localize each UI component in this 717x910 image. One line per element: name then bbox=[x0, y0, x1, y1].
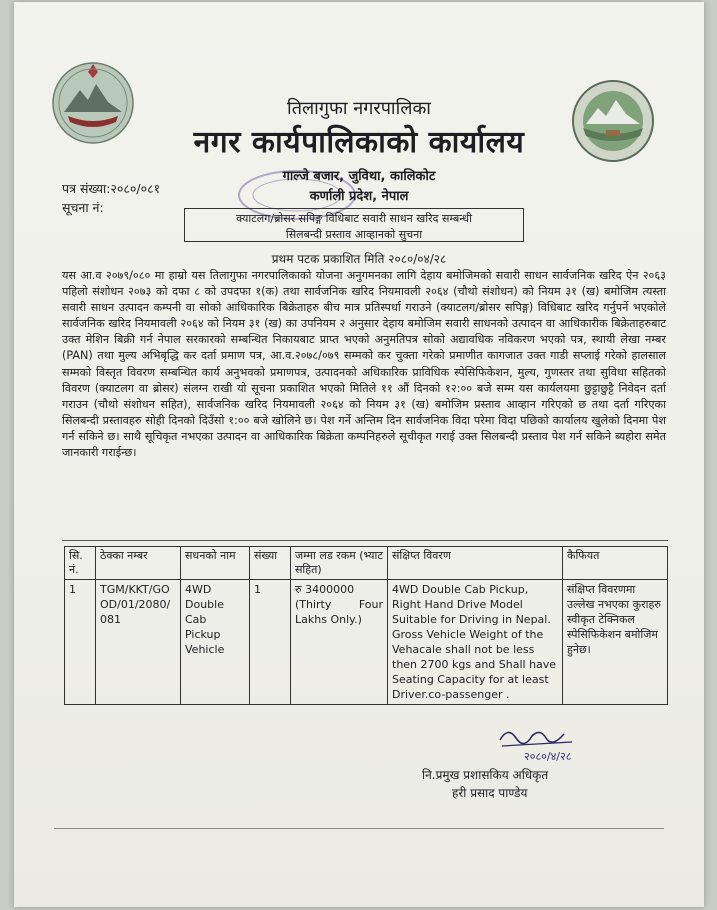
municipality-name: तिलागुफा नगरपालिका bbox=[287, 98, 431, 119]
header-qty: संख्या bbox=[250, 547, 291, 580]
subject-box bbox=[184, 208, 524, 242]
publication-date: प्रथम पटक प्रकाशित मिति २०८०/०४/२८ bbox=[271, 252, 447, 266]
cell-description: 4WD Double Cab Pickup, Right Hand Drive Model Suitable for Driving in Nepal. Gross Vehicle Weight of the Vehacale shall not be less then 2700 kgs and Shall have Seating Capacity for at least Driver.co-passenger . bbox=[388, 580, 563, 705]
cell-remarks: संक्षिप्त विवरणमा उल्लेख नभएका कुराहरु स्वीकृत टेक्निकल स्पेसिफिकेशन बमोजिम हुनेछ। bbox=[563, 580, 668, 705]
notice-number: सूचना नं: bbox=[62, 200, 104, 215]
signature-date: २०८०/४/२८ bbox=[524, 750, 572, 763]
divider-top bbox=[62, 540, 668, 541]
office-title: नगर कार्यपालिकाको कार्यालय bbox=[193, 125, 525, 160]
table-row bbox=[65, 580, 668, 705]
address-line-2: कर्णाली प्रदेश, नेपाल bbox=[309, 189, 409, 204]
amount-words: (Thirty Four Lakhs Only.) bbox=[295, 598, 383, 626]
header-contract-no: ठेक्का नम्बर bbox=[96, 547, 181, 580]
header-amount: जम्मा लड रकम (भ्याट सहित) bbox=[291, 547, 388, 580]
subject-line-2: सिलबन्दी प्रस्ताव आव्हानको सुचना bbox=[285, 228, 423, 241]
signer-title: नि.प्रमुख प्रशासकिय अधिकृत bbox=[422, 768, 549, 782]
header-description: संक्षिप्त विवरण bbox=[388, 547, 563, 580]
header-sn: सि. नं. bbox=[65, 547, 96, 580]
letter-number: पत्र संख्या:२०८०/०८१ bbox=[62, 181, 161, 196]
cell-sn: 1 bbox=[65, 580, 96, 705]
cell-contract-no: TGM/KKT/GOOD/01/2080/081 bbox=[96, 580, 181, 705]
header-remarks: कैफियत bbox=[563, 547, 668, 580]
signer-name: हरी प्रसाद पाण्डेय bbox=[452, 786, 528, 800]
header-item: सधनको नाम bbox=[181, 547, 250, 580]
notice-document bbox=[14, 2, 704, 907]
divider-bottom bbox=[54, 828, 664, 829]
cell-item: 4WD Double Cab Pickup Vehicle bbox=[181, 580, 250, 705]
subject-line-1: क्याटलग/ब्रोसर सपिङ्ग विधिबाट सवारी साधन खरिद सम्बन्धी bbox=[236, 212, 472, 225]
handwritten-signature-icon bbox=[494, 720, 584, 764]
procurement-table bbox=[64, 546, 668, 705]
table-header-row bbox=[65, 547, 668, 580]
cell-qty: 1 bbox=[250, 580, 291, 705]
amount-value: रु 3400000 bbox=[295, 583, 355, 596]
notice-body: यस आ.व २०७९/०८० मा हाम्रो यस तिलागुफा नगरपालिकाको योजना अनुगमनका लागि देहाय बमोजिमको सवारी साधन सार्वजनिक खरिद ऐन २०६३ पहिलो संशोधन २०७३ को दफा ८ को उपदफा १(क) तथा सार्वजनिक खरिद नियमावली २०६४ (चौथो संशोधन) को नियम ३१ (ख) बमोजिम त्यस्ता सवारी साधन उत्पादन कम्पनी वा सोको आधिकारिक बिक्रेताहरु बीच मात्र प्रतिस्पर्धा गराउने (क्याटलग/ब्रोसर सपिङ्ग) विधिबाट खरिद गर्नुपर्ने भएकोले सार्वजनिक खरिद नियमावली २०६४ को नियम ३१ (ख) का उपनियम २ अनुसार देहाय बमोजिम सवारी साधनको उत्पादन वा आधिकारीक बिक्रेताहरुबाट उक्त मेशिन बिक्री गर्न नेपाल सरकारको सम्बन्धित निकायबाट प्राप्त भएको अनुमतिपत्र सोको अद्यावधिक नविकरण भएको पत्र, स्थायी लेखा नम्बर (PAN) तथा मुल्य अभिबृद्धि कर दर्ता प्रमाण पत्र, आ.व.२०७८/०७९ सम्मको कर चुक्ता गरेको प्रमाणीत कागजात उक्त गाडी सप्लाई गरेको हालसाल सम्मको विस्तृत विवरण सम्बन्धित कार्य अनुभवको प्रमाणपत्र, उत्पादनको अधिकारिक प्राविधिक स्पेसिफिकेशन, मुल्य, गुणस्तर तथा सुविधा सहितको विवरण (क्याटलग वा ब्रोसर) संलग्न राखी यो सूचना प्रकाशित भएको मितिले ११ औं दिनको १२:०० बजे सम्म यस कार्यलयमा छुट्टाछुट्टै निवेदन दर्ता गराउन (चौथो संशोधन सहित), सार्वजनिक खरिद नियमावली २०६४ को नियम ३१ (ख) बमोजिम प्रस्ताव आव्हान गरिएको छ तथा दर्ता गरिएका सिलबन्दी प्रस्तावहरु सोही दिनको दिउँसो १:०० बजे खोलिने छ। पेश गर्ने अन्तिम दिन सार्वजनिक विदा परेमा विदा पछिको कार्यालय खुलेको दिनमा पेश गर्न सकिने छ। साथै सूचिकृत नभएका उत्पादन वा आधिकारिक बिक्रेता कम्पनिहरुले सूचीकृत गराई उक्त सिलबन्दी प्रस्ताव पेश गर्न सकिने ब्यहोरा समेत जानकारी गराईन्छ। bbox=[62, 269, 667, 460]
address-line-1: गाल्जे बजार, जुविथा, कालिकोट bbox=[282, 169, 436, 184]
cell-amount bbox=[291, 580, 388, 705]
